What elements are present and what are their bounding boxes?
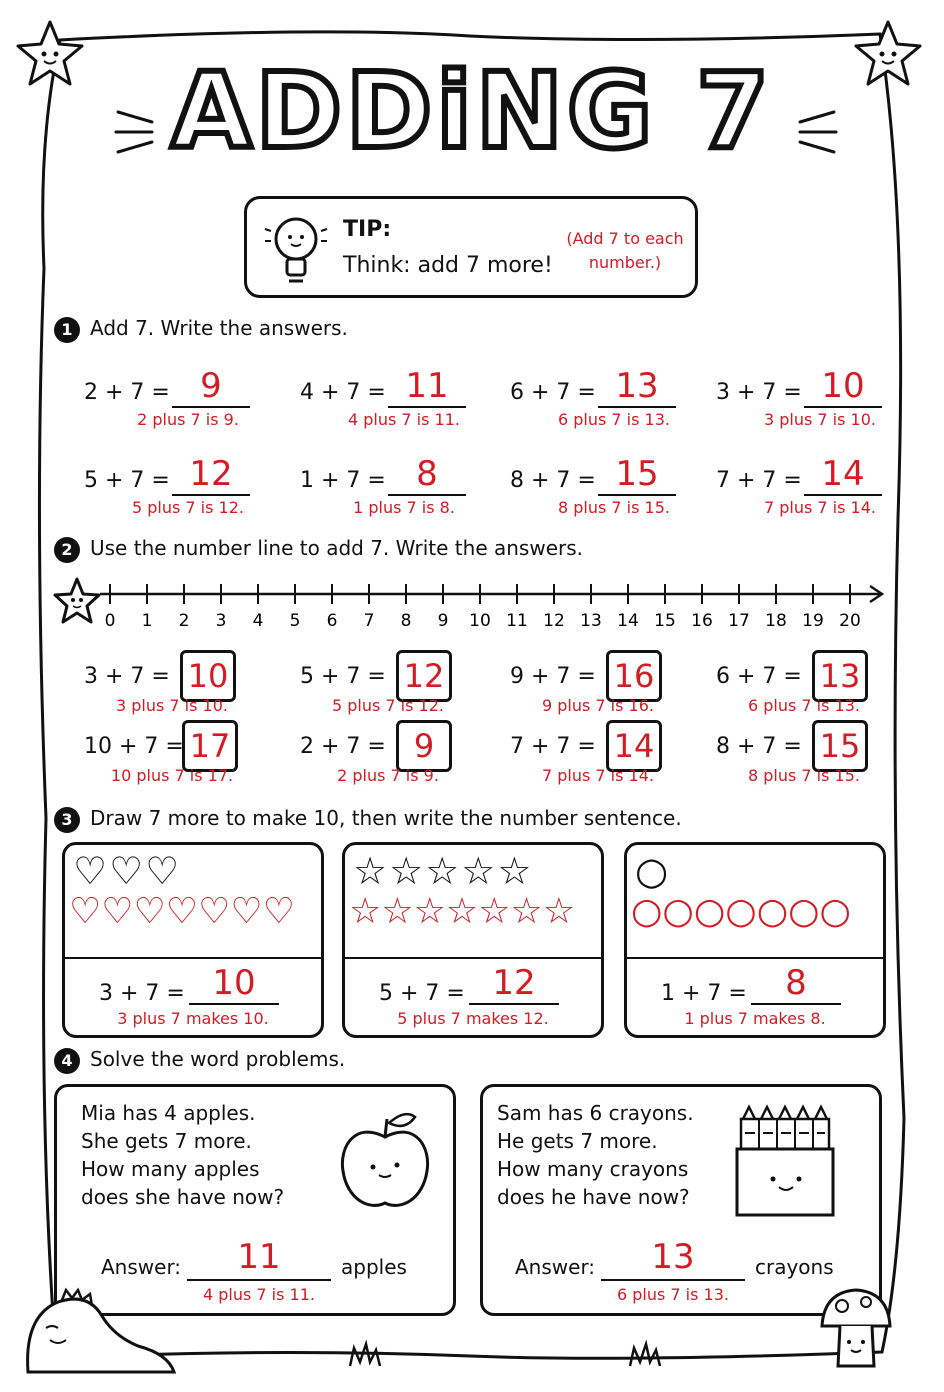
- number-line-label: 2: [178, 611, 190, 631]
- equation-text: 7 + 7 =: [510, 734, 596, 759]
- shape-icon: ○: [725, 891, 757, 932]
- page-title: ADDiNG 7: [171, 50, 773, 172]
- shape-icon: ☆: [381, 891, 414, 932]
- mushroom-icon: [816, 1286, 896, 1372]
- answer-note: 8 plus 7 is 15.: [747, 766, 860, 785]
- shape-icon: ☆: [510, 891, 543, 932]
- number-line-label: 8: [400, 611, 412, 631]
- answer-note: 10 plus 7 is 17.: [110, 766, 234, 785]
- answer-line: [172, 494, 250, 496]
- answer-value: 14: [821, 454, 865, 494]
- shape-icon: ☆: [353, 849, 388, 893]
- section-1-heading: 1 Add 7. Write the answers.: [54, 316, 348, 343]
- shape-icon: ♡: [69, 891, 102, 932]
- equation-text: 10 + 7 =: [84, 734, 184, 759]
- answer-unit: crayons: [755, 1255, 834, 1279]
- number-line-label: 10: [469, 611, 491, 631]
- section-4-heading: 4 Solve the word problems.: [54, 1047, 345, 1074]
- section-2-heading: 2 Use the number line to add 7. Write the answers.: [54, 536, 583, 563]
- tip-text: Think: add 7 more!: [343, 253, 553, 278]
- answer-line: [187, 1279, 331, 1281]
- answer-label: Answer:: [515, 1255, 596, 1279]
- equation-text: 8 + 7 =: [716, 734, 802, 759]
- answer-note: 3 plus 7 is 10.: [763, 410, 876, 429]
- equation-text: 2 + 7 =: [300, 734, 386, 759]
- answer-value: 8: [785, 963, 807, 1003]
- answer-value: 9: [200, 366, 222, 406]
- number-line-label: 4: [252, 611, 264, 631]
- answer-box: 13: [812, 650, 868, 702]
- shape-icon: ☆: [349, 891, 382, 932]
- equation-text: 2 + 7 =: [84, 380, 170, 405]
- answer-value: 10: [821, 366, 865, 406]
- number-line-label: 16: [691, 611, 713, 631]
- answer-line: [388, 406, 466, 408]
- answer-note: 5 plus 7 makes 12.: [397, 1009, 549, 1028]
- answer-line: [388, 494, 466, 496]
- number-line-label: 18: [765, 611, 787, 631]
- added-shapes: [631, 891, 851, 932]
- equation-text: 5 + 7 =: [300, 664, 386, 689]
- answer-box: 14: [606, 720, 662, 772]
- answer-box: 16: [606, 650, 662, 702]
- word-problem-text: Mia has 4 apples. She gets 7 more. How many apples does she have now?: [81, 1101, 285, 1209]
- answer-line: [598, 406, 676, 408]
- answer-line: [598, 494, 676, 496]
- answer-value: 13: [651, 1237, 695, 1277]
- shape-icon: ♡: [198, 891, 231, 932]
- answer-note: 7 plus 7 is 14.: [541, 766, 654, 785]
- answer-box: 17: [182, 720, 238, 772]
- answer-box: 15: [812, 720, 868, 772]
- answer-line: [751, 1003, 841, 1005]
- answer-value: 11: [405, 366, 449, 406]
- answer-line: [804, 406, 882, 408]
- answer-note: 2 plus 7 is 9.: [337, 766, 439, 785]
- ten-frame-panel: [342, 842, 604, 1038]
- tip-label: TIP:: [343, 217, 392, 242]
- answer-note: 1 plus 7 is 8.: [353, 498, 455, 517]
- equation-text: 8 + 7 =: [510, 468, 596, 493]
- answer-note: 5 plus 7 is 12.: [331, 696, 444, 715]
- answer-note: 6 plus 7 is 13.: [557, 410, 670, 429]
- equation-text: 1 + 7 =: [300, 468, 386, 493]
- equation-text: 5 + 7 =: [379, 981, 465, 1006]
- section-3-heading: 3 Draw 7 more to make 10, then write the number sentence.: [54, 806, 682, 833]
- panel-divider: [345, 957, 601, 959]
- word-problem-card: [480, 1084, 882, 1316]
- number-line-label: 1: [141, 611, 153, 631]
- equation-text: 9 + 7 =: [510, 664, 596, 689]
- starting-shapes: [73, 849, 179, 893]
- tip-note: (Add 7 to each number.): [566, 229, 684, 272]
- answer-box: 9: [396, 720, 452, 772]
- answer-label: Answer:: [101, 1255, 182, 1279]
- dinosaur-icon: [18, 1276, 178, 1376]
- grass-icon: [620, 1340, 680, 1370]
- starting-shapes: [635, 849, 668, 893]
- answer-value: 12: [492, 963, 536, 1003]
- shape-icon: ♡: [109, 849, 144, 893]
- ten-frame-panel: [62, 842, 324, 1038]
- equation-text: 1 + 7 =: [661, 981, 747, 1006]
- number-line-label: 5: [289, 611, 301, 631]
- number-line-label: 11: [506, 611, 528, 631]
- answer-note: 8 plus 7 is 15.: [557, 498, 670, 517]
- apple-icon: [335, 1107, 435, 1217]
- answer-value: 13: [615, 366, 659, 406]
- answer-value: 8: [416, 454, 438, 494]
- equation-text: 6 + 7 =: [510, 380, 596, 405]
- equation-text: 5 + 7 =: [84, 468, 170, 493]
- answer-note: 5 plus 7 is 12.: [131, 498, 244, 517]
- shape-icon: ♡: [262, 891, 295, 932]
- shape-icon: ○: [756, 891, 789, 932]
- panel-divider: [65, 957, 321, 959]
- answer-unit: apples: [341, 1255, 407, 1279]
- answer-note: 3 plus 7 makes 10.: [117, 1009, 269, 1028]
- shape-icon: ☆: [497, 849, 532, 893]
- answer-note: 4 plus 7 is 11.: [202, 1285, 315, 1304]
- answer-line: [601, 1279, 745, 1281]
- answer-value: 15: [615, 454, 659, 494]
- shape-icon: ○: [635, 849, 669, 893]
- starting-shapes: [353, 849, 531, 893]
- number-line-label: 20: [839, 611, 861, 631]
- sparkle-lines-icon: [790, 100, 840, 160]
- answer-line: [804, 494, 882, 496]
- answer-note: 4 plus 7 is 11.: [347, 410, 460, 429]
- answer-note: 6 plus 7 is 13.: [747, 696, 860, 715]
- answer-value: 12: [189, 454, 233, 494]
- shape-icon: ♡: [145, 849, 180, 893]
- answer-note: 3 plus 7 is 10.: [115, 696, 228, 715]
- shape-icon: ☆: [445, 891, 479, 932]
- number-line-label: 19: [802, 611, 824, 631]
- added-shapes: [349, 891, 575, 932]
- shape-icon: ☆: [425, 849, 460, 893]
- answer-note: 9 plus 7 is 16.: [541, 696, 654, 715]
- answer-line: [469, 1003, 559, 1005]
- number-line-label: 3: [215, 611, 227, 631]
- shape-icon: ○: [819, 891, 851, 932]
- equation-text: 3 + 7 =: [84, 664, 170, 689]
- answer-line: [189, 1003, 279, 1005]
- number-line: [90, 580, 890, 632]
- shape-icon: ○: [788, 891, 820, 932]
- equation-text: 3 + 7 =: [99, 981, 185, 1006]
- lightbulb-icon: [261, 207, 331, 289]
- equation-text: 7 + 7 =: [716, 468, 802, 493]
- shape-icon: ☆: [389, 849, 424, 893]
- answer-box: 10: [180, 650, 236, 702]
- shape-icon: ♡: [101, 891, 134, 932]
- equation-text: 4 + 7 =: [300, 380, 386, 405]
- sparkle-lines-icon: [112, 100, 162, 160]
- shape-icon: ○: [693, 891, 726, 932]
- number-line-label: 17: [728, 611, 750, 631]
- answer-value: 10: [212, 963, 256, 1003]
- answer-line: [172, 406, 250, 408]
- ten-frame-panel: [624, 842, 886, 1038]
- shape-icon: ○: [662, 891, 694, 932]
- number-line-label: 0: [104, 611, 116, 631]
- answer-note: 1 plus 7 makes 8.: [684, 1009, 826, 1028]
- shape-icon: ☆: [413, 891, 446, 932]
- shape-icon: ☆: [478, 891, 511, 932]
- number-line-label: 14: [617, 611, 639, 631]
- answer-note: 2 plus 7 is 9.: [137, 410, 239, 429]
- shape-icon: ☆: [461, 849, 496, 893]
- crayon-box-icon: [735, 1103, 845, 1223]
- number-line-label: 15: [654, 611, 676, 631]
- shape-icon: ♡: [165, 891, 199, 932]
- equation-text: 6 + 7 =: [716, 664, 802, 689]
- shape-icon: ♡: [73, 849, 108, 893]
- answer-box: 12: [396, 650, 452, 702]
- answer-note: 6 plus 7 is 13.: [616, 1285, 729, 1304]
- tip-box: [244, 196, 698, 298]
- answer-note: 7 plus 7 is 14.: [763, 498, 876, 517]
- shape-icon: ♡: [133, 891, 166, 932]
- shape-icon: ♡: [230, 891, 263, 932]
- number-line-label: 7: [363, 611, 375, 631]
- number-line-label: 13: [580, 611, 602, 631]
- number-line-label: 6: [326, 611, 338, 631]
- shape-icon: ○: [631, 891, 663, 932]
- word-problem-text: Sam has 6 crayons. He gets 7 more. How many crayons does he have now?: [497, 1101, 694, 1209]
- panel-divider: [627, 957, 883, 959]
- equation-text: 3 + 7 =: [716, 380, 802, 405]
- grass-icon: [340, 1340, 400, 1370]
- number-line-label: 9: [437, 611, 449, 631]
- added-shapes: [69, 891, 295, 932]
- answer-value: 11: [237, 1237, 281, 1277]
- number-line-label: 12: [543, 611, 565, 631]
- shape-icon: ☆: [542, 891, 575, 932]
